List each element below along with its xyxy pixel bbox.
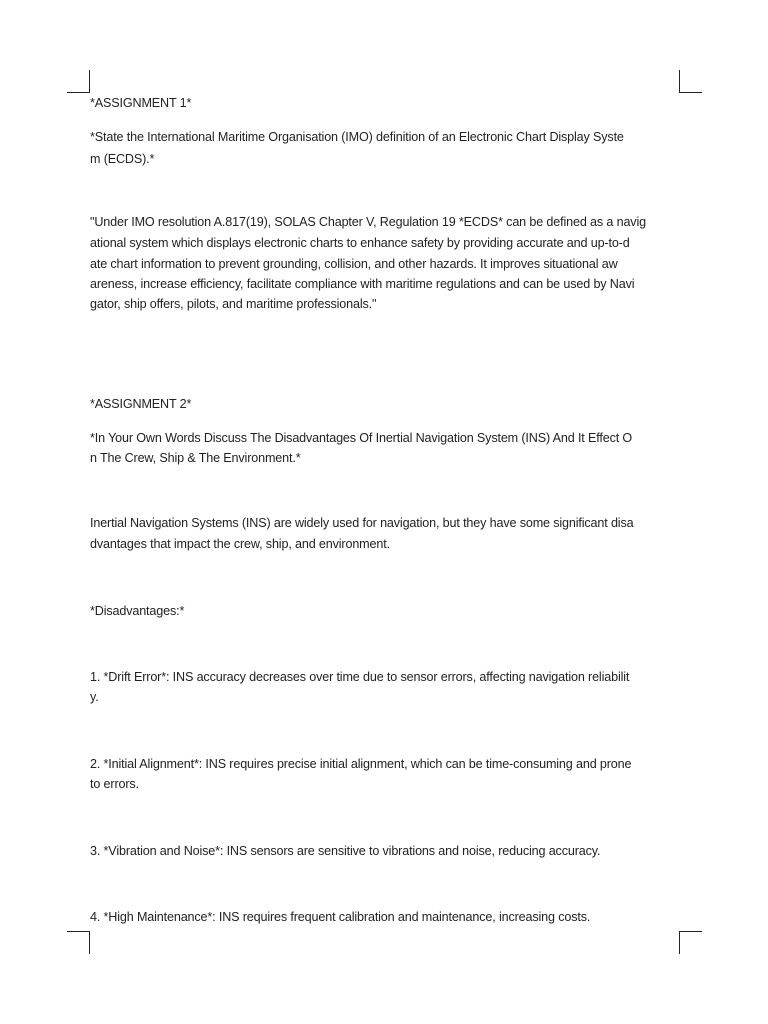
disadvantage-item-line: to errors.	[90, 777, 139, 791]
assignment-1-answer-line: ate chart information to prevent grounding, collision, and other hazards. It improves situational aw	[90, 257, 618, 271]
disadvantage-item-line: 4. *High Maintenance*: INS requires frequent calibration and maintenance, increasing costs.	[90, 910, 591, 924]
assignment-2-heading: *ASSIGNMENT 2*	[90, 397, 192, 411]
crop-mark-bottom-right	[679, 931, 702, 954]
assignment-1-question-line: m (ECDS).*	[90, 152, 155, 166]
crop-mark-bottom-left	[67, 931, 90, 954]
assignment-1-answer-line: gator, ship offers, pilots, and maritime professionals."	[90, 297, 377, 311]
assignment-1-answer-line: ational system which displays electronic charts to enhance safety by providing accurate and up-to-d	[90, 236, 630, 250]
assignment-2-intro-line: dvantages that impact the crew, ship, and environment.	[90, 537, 390, 551]
assignment-1-question-line: *State the International Maritime Organisation (IMO) definition of an Electronic Chart Display Syste	[90, 130, 624, 144]
assignment-2-question-line: n The Crew, Ship & The Environment.*	[90, 451, 301, 465]
disadvantage-item-line: 3. *Vibration and Noise*: INS sensors are sensitive to vibrations and noise, reducing accuracy.	[90, 844, 601, 858]
assignment-2-question-line: *In Your Own Words Discuss The Disadvantages Of Inertial Navigation System (INS) And It Effect O	[90, 431, 633, 445]
assignment-1-heading: *ASSIGNMENT 1*	[90, 96, 192, 110]
disadvantage-item-line: y.	[90, 690, 99, 704]
crop-mark-top-right	[679, 70, 702, 93]
disadvantage-item-line: 2. *Initial Alignment*: INS requires precise initial alignment, which can be time-consuming and prone	[90, 757, 632, 771]
assignment-1-answer-line: "Under IMO resolution A.817(19), SOLAS Chapter V, Regulation 19 *ECDS* can be defined as a navig	[90, 215, 646, 229]
disadvantages-heading: *Disadvantages:*	[90, 604, 185, 618]
assignment-1-answer-line: areness, increase efficiency, facilitate compliance with maritime regulations and can be used by Navi	[90, 277, 635, 291]
assignment-2-intro-line: Inertial Navigation Systems (INS) are widely used for navigation, but they have some significant disa	[90, 516, 634, 530]
crop-mark-top-left	[67, 70, 90, 93]
disadvantage-item-line: 1. *Drift Error*: INS accuracy decreases over time due to sensor errors, affecting navigation reliabilit	[90, 670, 630, 684]
